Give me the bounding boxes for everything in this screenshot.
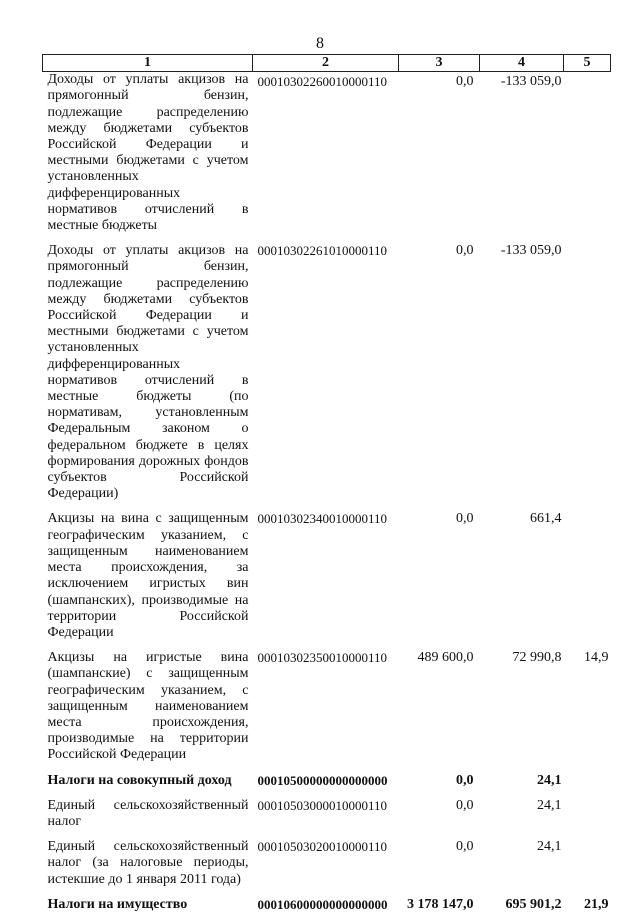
row-spacer-cell	[43, 502, 611, 511]
row-spacer-cell	[43, 234, 611, 243]
name-cell: Налоги на имущество	[47, 896, 188, 912]
plan-cell: 3 178 147,0	[407, 896, 474, 912]
name-cell: Единый сельскохозяйственный налог (за налоговые периоды, истекшие до 1 января 2011 года)	[47, 839, 249, 887]
table-body	[43, 72, 611, 913]
percent-cell	[564, 511, 611, 641]
table-row	[43, 72, 611, 235]
plan-cell: 0,0	[456, 511, 474, 527]
code-cell: 00010302350010000110	[257, 650, 388, 666]
execution-cell: 24,1	[537, 839, 562, 855]
table-row	[43, 798, 611, 830]
name-cell: Акцизы на игристые вина (шампанские) с защищенным географическим указанием, с защищенным наименованием места происхождения, производимые на территории Российской Федерации	[47, 650, 249, 763]
row-spacer-cell	[43, 789, 611, 798]
column-header-2: 2	[253, 55, 399, 72]
revenue-table	[42, 54, 611, 913]
row-spacer	[43, 830, 611, 839]
execution-cell: 695 901,2	[505, 896, 562, 912]
code-cell: 00010503000010000110	[257, 797, 388, 813]
column-header-4: 4	[480, 55, 564, 72]
row-spacer-cell	[43, 641, 611, 650]
percent-cell: 21,9	[584, 896, 609, 912]
percent-cell	[564, 243, 611, 502]
row-spacer-cell	[43, 764, 611, 773]
table-row	[43, 243, 611, 502]
row-spacer	[43, 789, 611, 798]
name-cell: Доходы от уплаты акцизов на прямогонный бензин, подлежащие распределению между бюджетами субъектов Российской Федерации и местными бюджетами с учетом установленных дифференцированных нормативов отчислений в местные бюджеты (по нормативам, установленным Федеральным законом о федеральном бюджете в целях формирования дорожных фондов субъектов Российской Федерации)	[47, 243, 249, 502]
code-cell: 00010302260010000110	[257, 74, 388, 90]
row-spacer	[43, 234, 611, 243]
column-header-1: 1	[43, 55, 253, 72]
table-row	[43, 511, 611, 641]
column-header-5: 5	[564, 55, 611, 72]
row-spacer	[43, 641, 611, 650]
code-cell: 00010600000000000000	[257, 896, 388, 912]
row-spacer	[43, 764, 611, 773]
table-row	[43, 773, 611, 789]
plan-cell: 0,0	[456, 772, 474, 788]
name-cell: Доходы от уплаты акцизов на прямогонный бензин, подлежащие распределению между бюджетами субъектов Российской Федерации и местными бюджетами с учетом установленных дифференцированных нормативов отчислений в местные бюджеты	[47, 72, 249, 234]
execution-cell: 24,1	[537, 797, 562, 813]
table-header-row	[43, 55, 611, 72]
percent-cell	[564, 798, 611, 830]
plan-cell: 0,0	[456, 839, 474, 855]
plan-cell: 0,0	[456, 797, 474, 813]
execution-cell: -133 059,0	[500, 243, 562, 259]
code-cell: 00010302261010000110	[257, 243, 388, 259]
name-cell: Акцизы на вина с защищенным географическим указанием, с защищенным наименованием места происхождения, за исключением игристых вин (шампанских), производимые на территории Российской Федерации	[47, 511, 249, 640]
row-spacer-cell	[43, 830, 611, 839]
percent-cell	[564, 773, 611, 789]
percent-cell: 14,9	[584, 650, 609, 666]
code-cell: 00010500000000000000	[257, 772, 388, 788]
page-number: 8	[316, 35, 324, 52]
table-row	[43, 839, 611, 888]
percent-cell	[564, 839, 611, 888]
column-header-3: 3	[399, 55, 480, 72]
code-cell: 00010503020010000110	[257, 839, 388, 855]
percent-cell	[564, 72, 611, 235]
name-cell: Единый сельскохозяйственный налог	[47, 797, 249, 829]
table-row	[43, 650, 611, 763]
plan-cell: 0,0	[456, 74, 474, 90]
row-spacer	[43, 502, 611, 511]
plan-cell: 489 600,0	[417, 650, 474, 666]
name-cell: Налоги на совокупный доход	[47, 772, 232, 788]
row-spacer	[43, 888, 611, 897]
code-cell: 00010302340010000110	[257, 511, 388, 527]
execution-cell: 661,4	[530, 511, 562, 527]
row-spacer-cell	[43, 888, 611, 897]
plan-cell: 0,0	[456, 243, 474, 259]
execution-cell: 24,1	[537, 772, 562, 788]
execution-cell: -133 059,0	[500, 74, 562, 90]
execution-cell: 72 990,8	[512, 650, 562, 666]
